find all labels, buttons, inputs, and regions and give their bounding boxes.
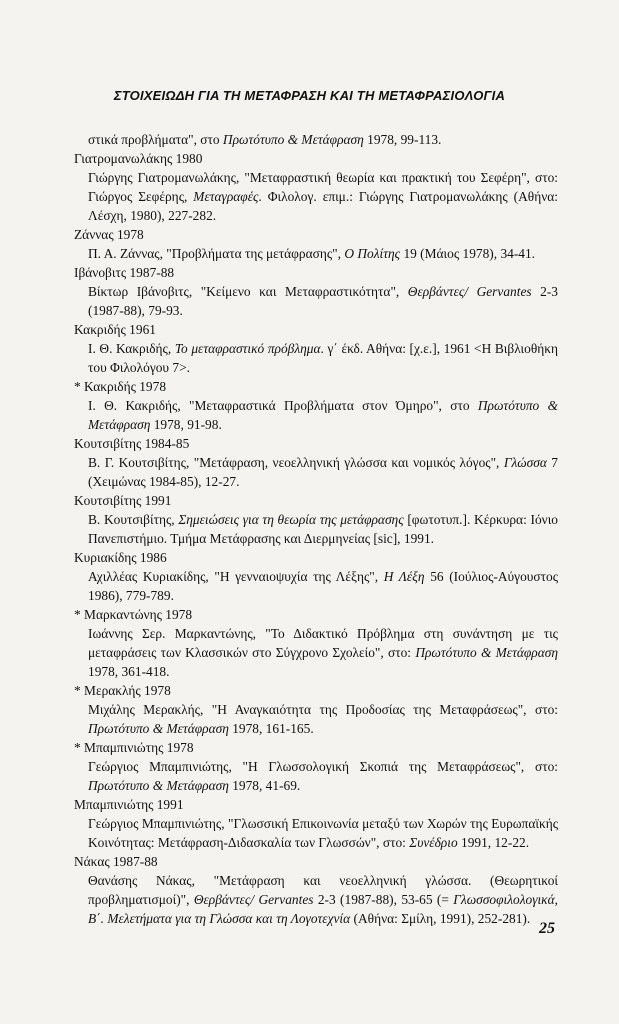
page-number: 25: [539, 920, 555, 937]
citation-text: . Φιλολογ. επιμ.: Γιώργης Γιατρομανωλάκης (Αθήνα: Λέσχη, 1980), 227-282.: [88, 189, 558, 223]
entry-citation: [58, 871, 558, 928]
entry-heading: Μπαμπινιώτης 1991: [74, 797, 184, 812]
entry-heading: Γιατρομανωλάκης 1980: [74, 151, 203, 166]
citation-text: στικά προβλήματα", στο: [88, 132, 223, 147]
italic-title: Πρωτότυπο & Μετάφραση: [222, 132, 364, 147]
citation-text: Ιωάννης Σερ. Μαρκαντώνης, "Το Διδακτικό Πρόβλημα στη συνάντηση με τις μεταφράσεις των Κλασσικών στο Σύγχρονο Σχολείο", στο:: [88, 626, 558, 660]
italic-title: Πρωτότυπο & Μετάφραση: [88, 398, 558, 432]
citation-text: Π. Α. Ζάννας, "Προβλήματα της μετάφρασης",: [88, 246, 345, 261]
entry-citation: [58, 510, 558, 548]
entry-heading: Κουτσιβίτης 1991: [74, 493, 172, 508]
entry-heading: Κακριδής 1961: [74, 322, 156, 337]
italic-title: Το μεταφραστικό πρόβλημα: [174, 341, 321, 356]
italic-title: Γλώσσα: [503, 455, 547, 470]
entry-heading: * Κακριδής 1978: [74, 379, 167, 394]
entry-citation: [58, 244, 558, 263]
entry-citation: [58, 282, 558, 320]
citation-text: 1978, 99-113.: [363, 132, 442, 147]
entry-citation: [58, 624, 558, 681]
italic-title: Ο Πολίτης: [344, 246, 401, 261]
citation-text: . γ΄ έκδ. Αθήνα: [χ.ε.], 1961 <Η Βιβλιοθήκη του Φιλολόγου 7>.: [88, 341, 558, 375]
citation-text: 2-3 (1987-88), 53-65 (=: [313, 892, 454, 907]
italic-title: Συνέδριο: [409, 835, 458, 850]
citation-text: Βίκτωρ Ιβάνοβιτς, "Κείμενο και Μεταφραστικότητα",: [88, 284, 408, 299]
bibliography-list: [58, 130, 558, 928]
entry-heading: Κουτσιβίτης 1984-85: [74, 436, 190, 451]
entry-citation: [58, 339, 558, 377]
italic-title: Θερβάντες/ Gervantes: [407, 284, 532, 299]
entry-heading: Ζάννας 1978: [74, 227, 144, 242]
citation-text: 1978, 91-98.: [150, 417, 222, 432]
entry-citation: [58, 814, 558, 852]
entry-citation: [58, 453, 558, 491]
entry-heading: Κυριακίδης 1986: [74, 550, 167, 565]
citation-text: 2-3 (1987-88), 79-93.: [88, 284, 558, 318]
entry-heading: * Μπαμπινιώτης 1978: [74, 740, 194, 755]
entry-citation: [58, 168, 558, 225]
entry-heading: * Μαρκαντώνης 1978: [74, 607, 193, 622]
citation-text: 19 (Μάιος 1978), 34-41.: [400, 246, 536, 261]
citation-text: 7 (Χειμώνας 1984-85), 12-27.: [88, 455, 558, 489]
italic-title: Σημειώσεις για τη θεωρία της μετάφρασης: [178, 512, 404, 527]
entry-heading: * Μερακλής 1978: [74, 683, 171, 698]
entry-heading: Νάκας 1987-88: [74, 854, 158, 869]
italic-title: Πρωτότυπο & Μετάφραση: [88, 721, 229, 736]
italic-title: Πρωτότυπο & Μετάφραση: [88, 778, 229, 793]
citation-text: [φωτοτυπ.]. Κέρκυρα: Ιόνιο Πανεπιστήμιο. Τμήμα Μετάφρασης και Διερμηνείας [sic], 1991.: [88, 512, 558, 546]
entry-citation: [58, 700, 558, 738]
continued-citation: [58, 130, 558, 149]
citation-text: Γιώργης Γιατρομανωλάκης, "Μεταφραστική θεωρία και πρακτική του Σεφέρη", στο: Γιώργος Σεφέρης,: [88, 170, 558, 204]
citation-text: Αχιλλέας Κυριακίδης, "Η γενναιοψυχία της Λέξης",: [88, 569, 384, 584]
italic-title: Μεταγραφές: [193, 189, 259, 204]
citation-text: Μιχάλης Μερακλής, "Η Αναγκαιότητα της Προδοσίας της Μεταφράσεως", στο:: [88, 702, 558, 717]
citation-text: Θανάσης Νάκας, "Μετάφραση και νεοελληνική γλώσσα. (Θεωρητικοί προβληματισμοί)",: [88, 873, 558, 907]
citation-text: Γεώργιος Μπαμπινιώτης, "Γλωσσική Επικοινωνία μεταξύ των Χωρών της Ευρωπαϊκής Κοινότητας: Μετάφραση-Διδασκαλία των Γλωσσών", στο:: [88, 816, 558, 850]
citation-text: 1978, 41-69.: [228, 778, 301, 793]
citation-text: Ι. Θ. Κακριδής,: [88, 341, 175, 356]
italic-title: Γλωσσοφιλολογικά, Β΄. Μελετήματα για τη Γλώσσα και τη Λογοτεχνία: [88, 892, 558, 926]
entry-heading: Ιβάνοβιτς 1987-88: [74, 265, 175, 280]
citation-text: 1978, 361-418.: [88, 664, 170, 679]
citation-text: Β. Κουτσιβίτης,: [88, 512, 179, 527]
citation-text: 1991, 12-22.: [457, 835, 530, 850]
citation-text: Γεώργιος Μπαμπινιώτης, "Η Γλωσσολογική Σκοπιά της Μεταφράσεως", στο:: [88, 759, 558, 774]
citation-text: Β. Γ. Κουτσιβίτης, "Μετάφραση, νεοελληνική γλώσσα και νομικός λόγος",: [88, 455, 504, 470]
italic-title: Πρωτότυπο & Μετάφραση: [415, 645, 559, 660]
citation-text: 1978, 161-165.: [228, 721, 314, 736]
entry-citation: [58, 757, 558, 795]
italic-title: Η Λέξη: [383, 569, 425, 584]
citation-text: 56 (Ιούλιος-Αύγουστος 1986), 779-789.: [88, 569, 558, 603]
italic-title: Θερβάντες/ Gervantes: [193, 892, 314, 907]
entry-citation: [58, 396, 558, 434]
running-header: ΣΤΟΙΧΕΙΩΔΗ ΓΙΑ ΤΗ ΜΕΤΑΦΡΑΣΗ ΚΑΙ ΤΗ ΜΕΤΑΦΡΑΣΙΟΛΟΓΙΑ: [113, 88, 506, 103]
citation-text: Ι. Θ. Κακριδής, "Μεταφραστικά Προβλήματα στον Όμηρο", στο: [88, 398, 478, 413]
citation-text: (Αθήνα: Σμίλη, 1991), 252-281).: [350, 911, 531, 926]
entry-citation: [58, 567, 558, 605]
